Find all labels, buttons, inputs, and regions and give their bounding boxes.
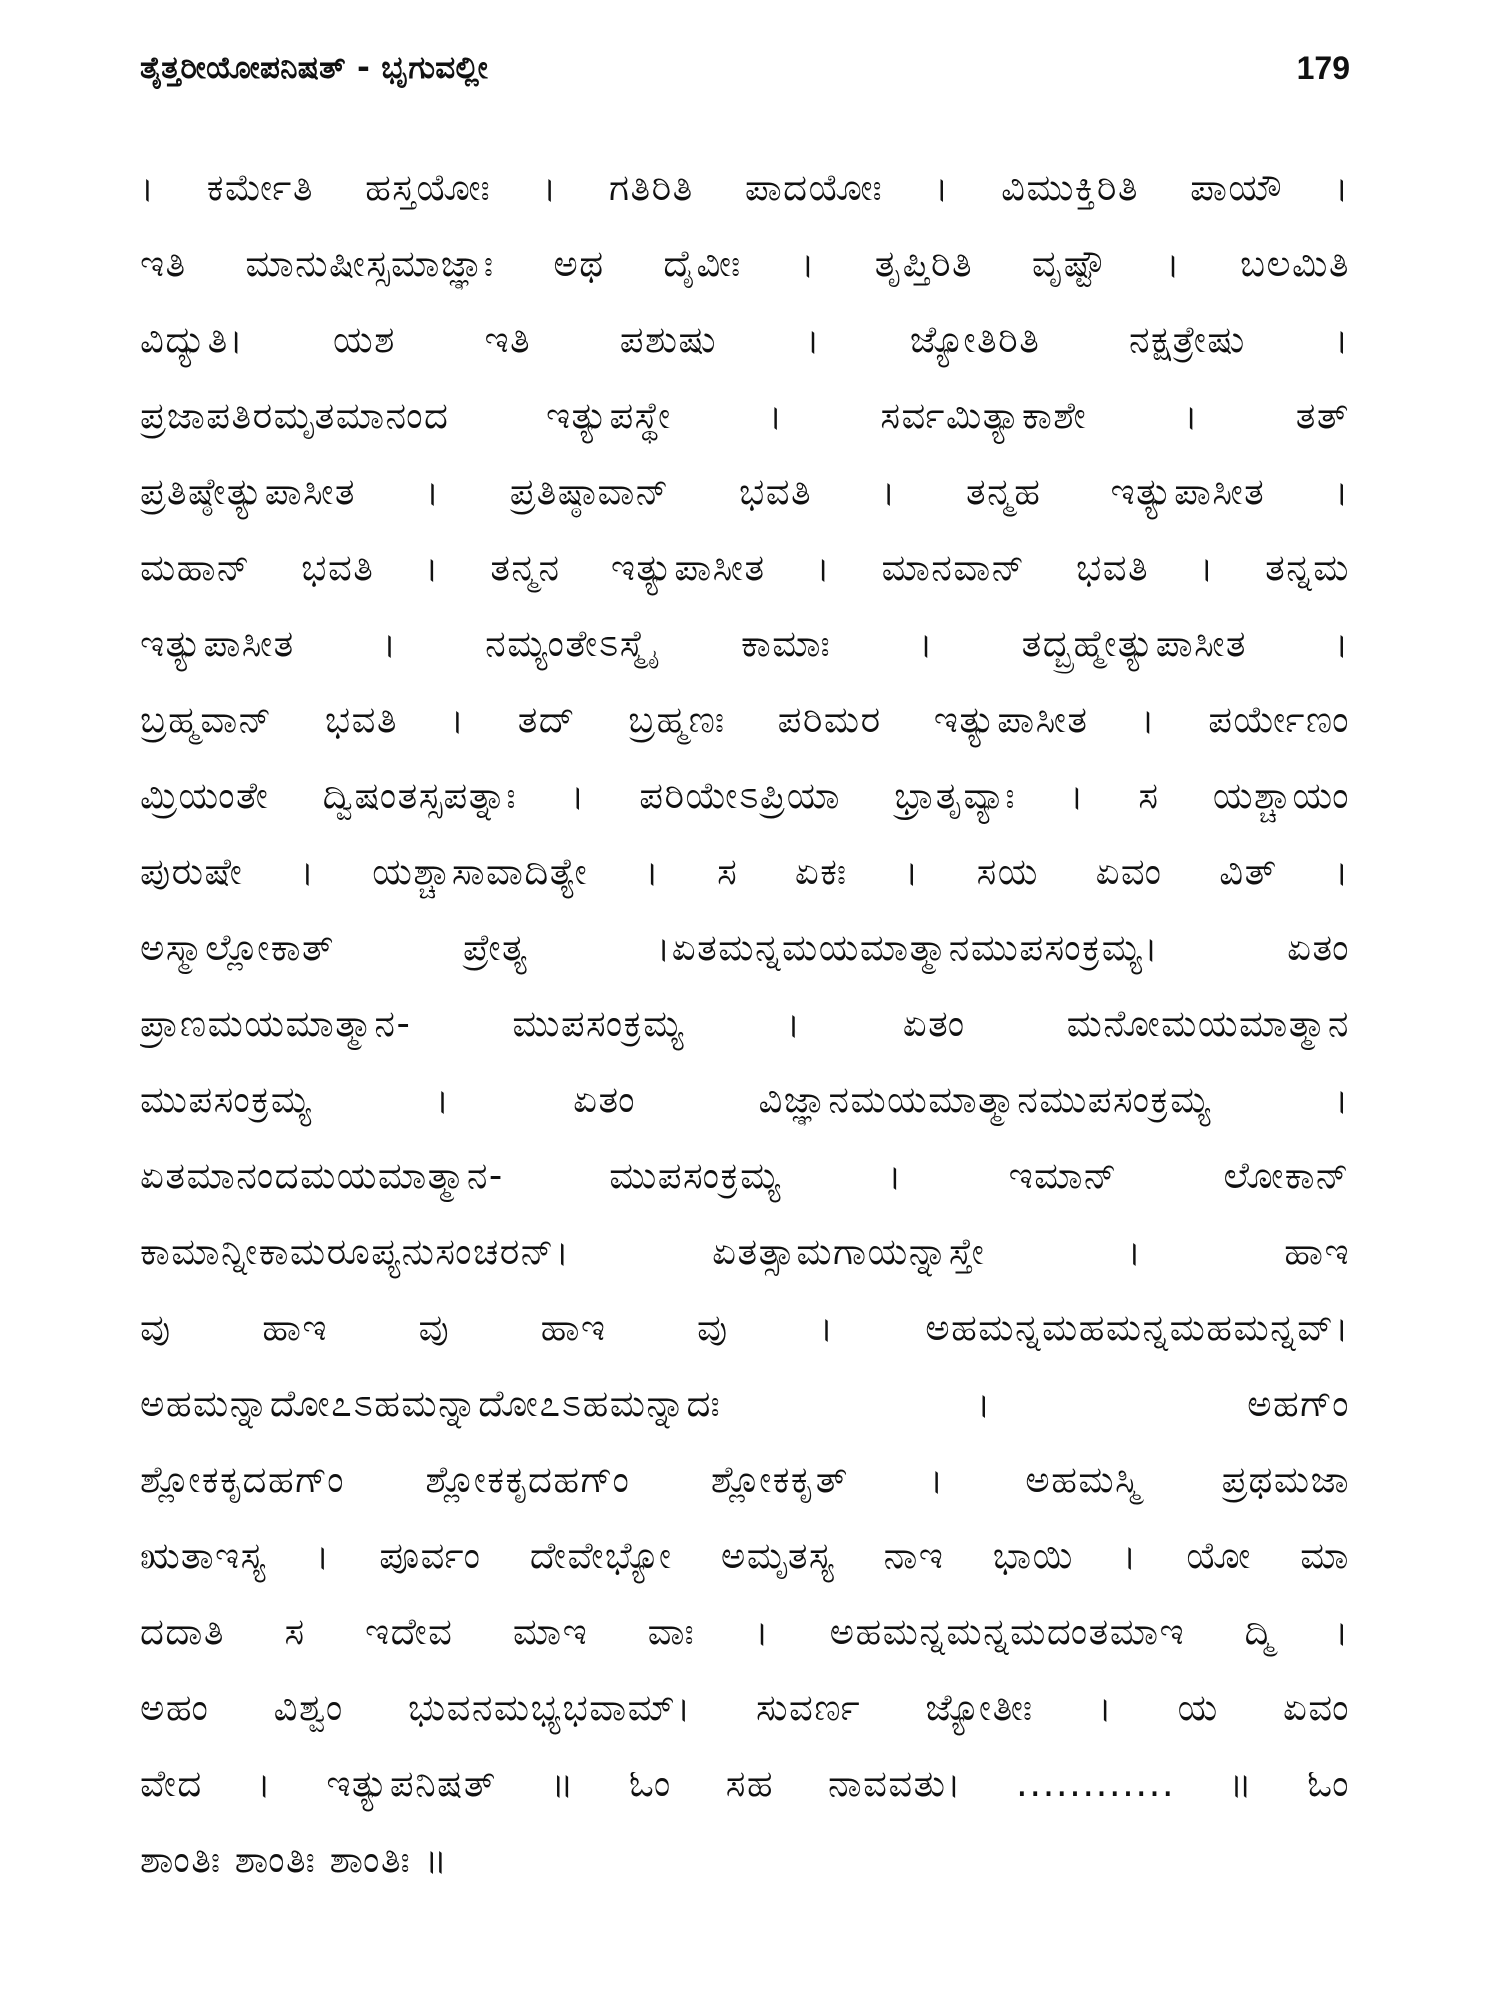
- running-title: ತೈತ್ತರೀಯೋಪನಿಷತ್ - ಭೃಗುವಲ್ಲೀ: [140, 49, 489, 86]
- text-line: ವೇದ । ಇತ್ಯುಪನಿಷತ್ ॥ ಓಂ ಸಹ ನಾವವತು। ............ ॥ ಓಂ: [140, 1762, 1350, 1805]
- text-line: ಅಸ್ಮಾಲ್ಲೋಕಾತ್ ಪ್ರೇತ್ಯ ।ಏತಮನ್ನಮಯಮಾತ್ಮಾನಮುಪಸಂಕ್ರಮ್ಯ। ಏತಂ: [140, 926, 1350, 969]
- text-line: ದದಾತಿ ಸ ಇದೇವ ಮಾಇ ವಾಃ । ಅಹಮನ್ನಮನ್ನಮದಂತಮಾಇ ದ್ಮಿ ।: [140, 1610, 1350, 1653]
- text-line: ಮ್ರಿಯಂತೇ ದ್ವಿಷಂತಸ್ಸಪತ್ನಾಃ । ಪರಿಯೇಽಪ್ರಿಯಾ ಭ್ರಾತೃವ್ಯಾಃ । ಸ ಯಶ್ಚಾಯಂ: [140, 774, 1350, 817]
- text-line: ಪ್ರಾಣಮಯಮಾತ್ಮಾನ- ಮುಪಸಂಕ್ರಮ್ಯ । ಏತಂ ಮನೋಮಯಮಾತ್ಮಾನ: [140, 1002, 1350, 1045]
- text-line: ವು ಹಾಇ ವು ಹಾಇ ವು । ಅಹಮನ್ನಮಹಮನ್ನಮಹಮನ್ನವ್।: [140, 1306, 1350, 1349]
- text-line: ಏತಮಾನಂದಮಯಮಾತ್ಮಾನ- ಮುಪಸಂಕ್ರಮ್ಯ । ಇಮಾನ್ ಲೋಕಾನ್: [140, 1154, 1350, 1197]
- verse-text: [140, 150, 1350, 1898]
- text-line: ಕಾಮಾನ್ನೀಕಾಮರೂಪ್ಯನುಸಂಚರನ್। ಏತತ್ಸಾಮಗಾಯನ್ನಾಸ್ತೇ । ಹಾಇ: [140, 1230, 1350, 1273]
- text-line: । ಕರ್ಮೇತಿ ಹಸ್ತಯೋಃ । ಗತಿರಿತಿ ಪಾದಯೋಃ । ವಿಮುಕ್ತಿರಿತಿ ಪಾಯೌ ।: [140, 166, 1350, 209]
- text-line: ಪ್ರತಿಷ್ಠೇತ್ಯುಪಾಸೀತ । ಪ್ರತಿಷ್ಠಾವಾನ್ ಭವತಿ । ತನ್ಮಹ ಇತ್ಯುಪಾಸೀತ ।: [140, 470, 1350, 513]
- text-line: ಶಾಂತಿಃ ಶಾಂತಿಃ ಶಾಂತಿಃ ॥: [140, 1838, 449, 1881]
- text-line: ವಿದ್ಯುತಿ। ಯಶ ಇತಿ ಪಶುಷು । ಜ್ಯೋತಿರಿತಿ ನಕ್ಷತ್ರೇಷು ।: [140, 318, 1350, 361]
- text-line: ಅಹಂ ವಿಶ್ವಂ ಭುವನಮಭ್ಯಭವಾಮ್। ಸುವರ್ಣ ಜ್ಯೋತೀಃ । ಯ ಏವಂ: [140, 1686, 1350, 1729]
- text-line: ಮಹಾನ್ ಭವತಿ । ತನ್ಮನ ಇತ್ಯುಪಾಸೀತ । ಮಾನವಾನ್ ಭವತಿ । ತನ್ನಮ: [140, 546, 1350, 589]
- text-line: ಇತ್ಯುಪಾಸೀತ । ನಮ್ಯಂತೇಽಸ್ಮೈ ಕಾಮಾಃ । ತದ್ಬ್ರಹ್ಮೇತ್ಯುಪಾಸೀತ ।: [140, 622, 1350, 665]
- text-line: ಶ್ಲೋಕಕೃದಹಗ್ಂ ಶ್ಲೋಕಕೃದಹಗ್ಂ ಶ್ಲೋಕಕೃತ್ । ಅಹಮಸ್ಮಿ ಪ್ರಥಮಜಾ: [140, 1458, 1350, 1501]
- running-header: [140, 38, 1350, 98]
- page-number: 179: [1296, 49, 1350, 86]
- text-line: ಪ್ರಜಾಪತಿರಮೃತಮಾನಂದ ಇತ್ಯುಪಸ್ಥೇ । ಸರ್ವಮಿತ್ಯಾಕಾಶೇ । ತತ್: [140, 394, 1350, 437]
- text-line: ಇತಿ ಮಾನುಷೀಸ್ಸಮಾಜ್ಞಾಃ ಅಥ ದೈವೀಃ । ತೃಪ್ತಿರಿತಿ ವೃಷ್ಟೌ । ಬಲಮಿತಿ: [140, 242, 1350, 285]
- text-line: ಬ್ರಹ್ಮವಾನ್ ಭವತಿ । ತದ್ ಬ್ರಹ್ಮಣಃ ಪರಿಮರ ಇತ್ಯುಪಾಸೀತ । ಪರ್ಯೇಣಂ: [140, 698, 1350, 741]
- text-line: ಅಹಮನ್ನಾದೋ೭ಽಹಮನ್ನಾದೋ೭ಽಹಮನ್ನಾದಃ । ಅಹಗ್ಂ: [140, 1382, 1350, 1425]
- text-line: ಪುರುಷೇ । ಯಶ್ಚಾಸಾವಾದಿತ್ಯೇ । ಸ ಏಕಃ । ಸಯ ಏವಂ ವಿತ್ ।: [140, 850, 1350, 893]
- text-line: ಋತಾಇಸ್ಯ । ಪೂರ್ವಂ ದೇವೇಭ್ಯೋ ಅಮೃತಸ್ಯ ನಾಇ ಭಾಯಿ । ಯೋ ಮಾ: [140, 1534, 1350, 1577]
- text-line: ಮುಪಸಂಕ್ರಮ್ಯ । ಏತಂ ವಿಜ್ಞಾನಮಯಮಾತ್ಮಾನಮುಪಸಂಕ್ರಮ್ಯ ।: [140, 1078, 1350, 1121]
